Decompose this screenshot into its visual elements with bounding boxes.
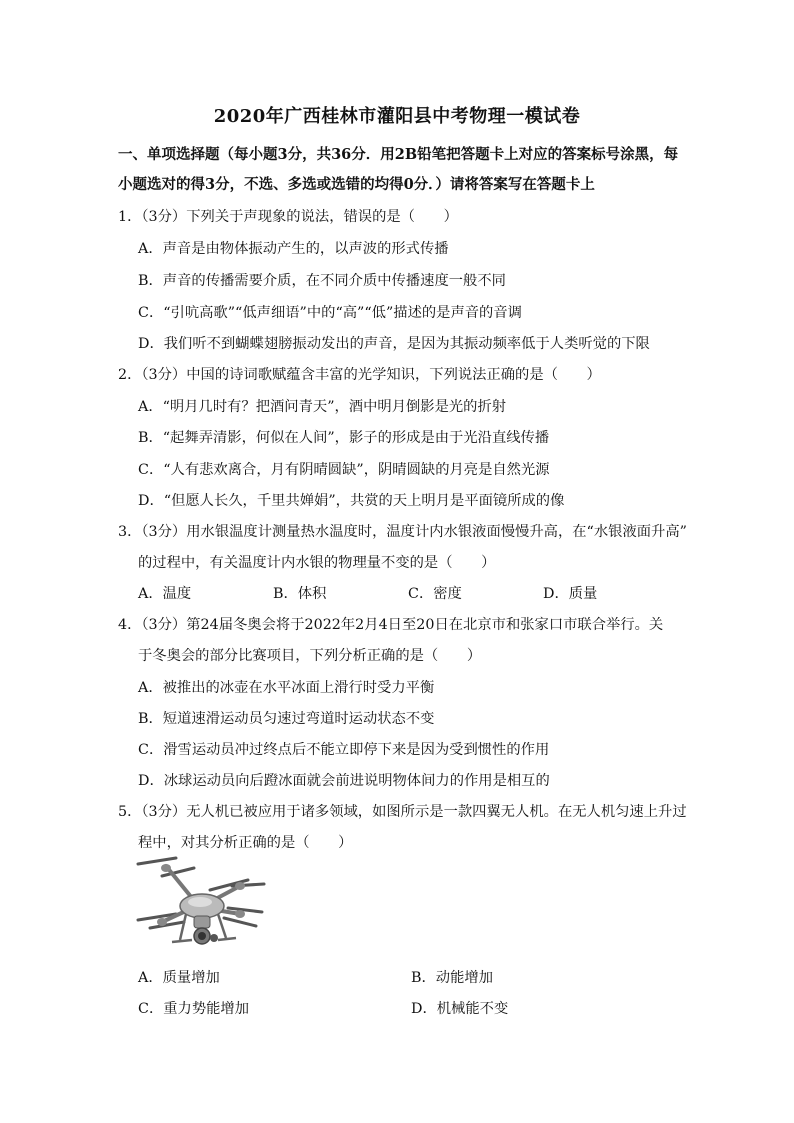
- question-3-option-a: A．温度: [138, 586, 192, 602]
- question-4-stem-line-1: 4．（3分）第24届冬奥会将于2022年2月4日至20日在北京市和张家口市联合举行。关: [118, 617, 664, 633]
- question-3-option-d: D．质量: [543, 586, 598, 602]
- question-5-option-a: A．质量增加: [138, 970, 220, 986]
- question-5-option-b: B．动能增加: [411, 970, 493, 986]
- question-2-option-d: D．“但愿人长久，千里共婵娟”，共赏的天上明月是平面镜所成的像: [138, 493, 565, 509]
- section-heading: [118, 140, 688, 200]
- question-2-stem: 2．（3分）中国的诗词歌赋蕴含丰富的光学知识，下列说法正确的是（ ）: [118, 367, 601, 383]
- question-1-option-b: B．声音的传播需要介质，在不同介质中传播速度一般不同: [138, 273, 506, 289]
- question-1-option-a: A．声音是由物体振动产生的，以声波的形式传播: [138, 241, 449, 257]
- drone-image: [136, 856, 268, 958]
- question-3-options: [138, 583, 698, 603]
- question-4-option-a: A．被推出的冰壶在水平冰面上滑行时受力平衡: [138, 680, 435, 696]
- question-3-option-b: B．体积: [273, 586, 327, 602]
- question-2-option-b: B．“起舞弄清影，何似在人间”，影子的形成是由于光沿直线传播: [138, 430, 550, 446]
- question-2-option-c: C．“人有悲欢离合，月有阴晴圆缺”，阴晴圆缺的月亮是自然光源: [138, 462, 550, 478]
- question-4-option-c: C．滑雪运动员冲过终点后不能立即停下来是因为受到惯性的作用: [138, 742, 550, 758]
- question-1-option-d: D．我们听不到蝴蝶翅膀振动发出的声音，是因为其振动频率低于人类听觉的下限: [138, 336, 650, 352]
- question-4-option-d: D．冰球运动员向后蹬冰面就会前进说明物体间力的作用是相互的: [138, 773, 550, 789]
- question-3-stem-line-2: 的过程中，有关温度计内水银的物理量不变的是（ ）: [138, 555, 496, 571]
- question-5-stem-line-1: 5．（3分）无人机已被应用于诸多领域，如图所示是一款四翼无人机。在无人机匀速上升过: [118, 804, 687, 820]
- question-3-stem-line-1: 3．（3分）用水银温度计测量热水温度时，温度计内水银液面慢慢升高，在“水银液面升高”: [118, 524, 687, 540]
- question-5-stem-line-2: 程中，对其分析正确的是（ ）: [138, 835, 353, 851]
- question-3-option-c: C．密度: [408, 586, 462, 602]
- page-title: 2020年广西桂林市灌阳县中考物理一模试卷: [213, 106, 581, 127]
- section-heading-line-1: 一、单项选择题（每小题3分，共36分．用2B铅笔把答题卡上对应的答案标号涂黑，每: [118, 146, 679, 163]
- question-2-option-a: A．“明月几时有？把酒问青天”，酒中明月倒影是光的折射: [138, 399, 507, 415]
- question-1-stem: 1．（3分）下列关于声现象的说法，错误的是（ ）: [118, 209, 458, 225]
- question-4-option-b: B．短道速滑运动员匀速过弯道时运动状态不变: [138, 711, 435, 727]
- question-5-option-d: D．机械能不变: [411, 1001, 509, 1017]
- section-heading-line-2: 小题选对的得3分，不选、多选或选错的均得0分．）请将答案写在答题卡上: [118, 176, 595, 193]
- question-5-option-c: C．重力势能增加: [138, 1001, 250, 1017]
- question-1-option-c: C．“引吭高歌”“低声细语”中的“高”“低”描述的是声音的音调: [138, 305, 522, 321]
- question-4-stem-line-2: 于冬奥会的部分比赛项目，下列分析正确的是（ ）: [138, 648, 482, 664]
